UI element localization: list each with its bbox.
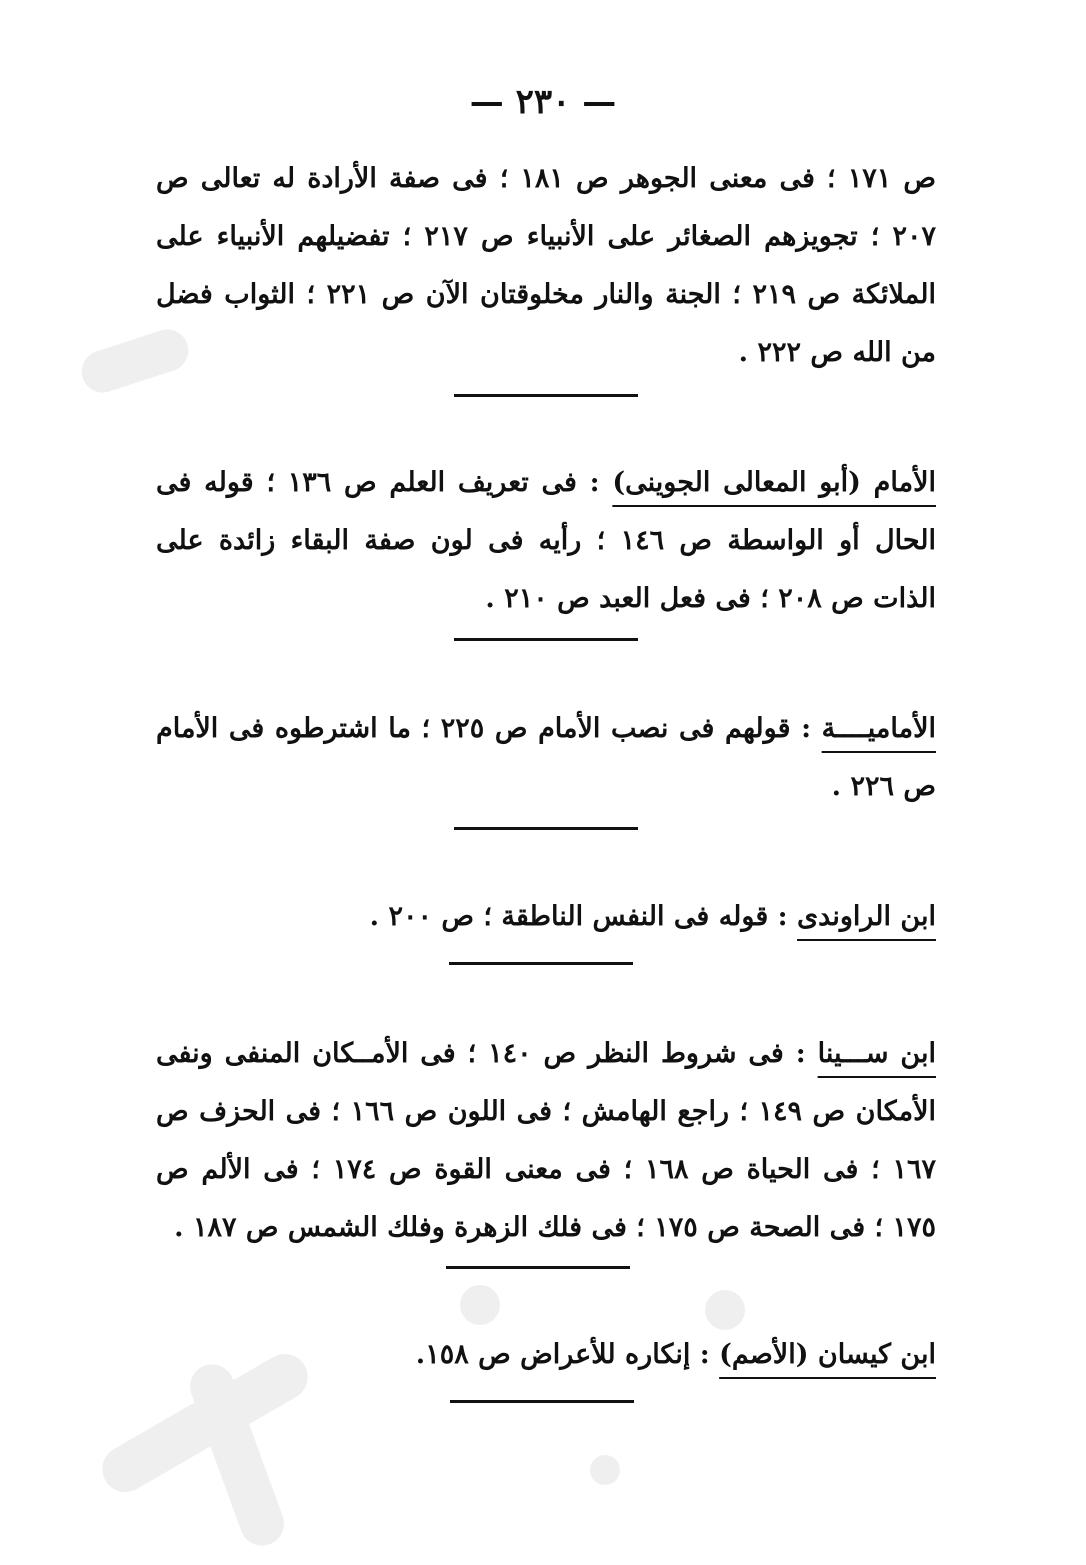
- scan-smudge: [460, 1285, 500, 1325]
- entry-heading: ابن الراوندى: [797, 901, 936, 932]
- entry-separator: [450, 1400, 634, 1403]
- index-entry-imam-juwayni: [156, 454, 936, 628]
- index-entry-ibn-sina: [156, 1025, 936, 1257]
- entry-separator: [454, 827, 638, 830]
- entry-text: : إنكاره للأعراض ص ١٥٨.: [415, 1339, 720, 1370]
- entry-separator: [454, 394, 638, 397]
- index-entry-continued: [156, 150, 936, 382]
- entry-text: ص ١٧١ ؛ فى معنى الجوهر ص ١٨١ ؛ فى صفة الأرادة له تعالى ص ٢٠٧ ؛ تجويزهم الصغائر على الأنبياء ص ٢١٧ ؛ تفضيلهم الأنبياء على الملائكة ص ٢١٩ ؛ الجنة والنار مخلوقتان الآن ص ٢٢١ ؛ الثواب فضل من الله ص ٢٢٢ .: [156, 163, 937, 368]
- entry-heading: الأمام (أبو المعالى الجوينى): [612, 467, 936, 498]
- entry-text: : فى شروط النظر ص ١٤٠ ؛ فى الأمــكان المنفى ونفى الأمكان ص ١٤٩ ؛ راجع الهامش ؛ فى اللون ص ١٦٦ ؛ فى الحزف ص ١٦٧ ؛ فى الحياة ص ١٦٨ ؛ فى معنى القوة ص ١٧٤ ؛ فى الألم ص ١٧٥ ؛ فى الصحة ص ١٧٥ ؛ فى فلك الزهرة وفلك الشمس ص ١٨٧ .: [156, 1038, 936, 1243]
- index-entry-imamiyya: [156, 700, 936, 816]
- entry-text: : فى تعريف العلم ص ١٣٦ ؛ قوله فى الحال أو الواسطة ص ١٤٦ ؛ رأيه فى لون صفة البقاء زائدة على الذات ص ٢٠٨ ؛ فى فعل العبد ص ٢١٠ .: [156, 467, 936, 614]
- entry-text: : قوله فى النفس الناطقة ؛ ص ٢٠٠ .: [369, 901, 798, 932]
- entry-heading: ابن ســـينا: [817, 1038, 936, 1069]
- page-number: — ٢٣٠ —: [469, 82, 617, 122]
- entry-separator: [446, 1266, 630, 1269]
- entry-heading: ابن كيسان (الأصم): [719, 1339, 936, 1370]
- entry-separator: [454, 638, 638, 641]
- scan-smudge: [590, 1455, 620, 1485]
- index-entry-ibn-kaysan: [156, 1326, 936, 1384]
- entry-heading: الأماميــــة: [821, 713, 936, 744]
- scan-smudge: [705, 1290, 745, 1330]
- entry-text: : قولهم فى نصب الأمام ص ٢٢٥ ؛ ما اشترطوه فى الأمام ص ٢٢٦ .: [156, 713, 936, 802]
- index-entry-ibn-al-rawandi: [156, 888, 936, 946]
- entry-separator: [449, 962, 633, 965]
